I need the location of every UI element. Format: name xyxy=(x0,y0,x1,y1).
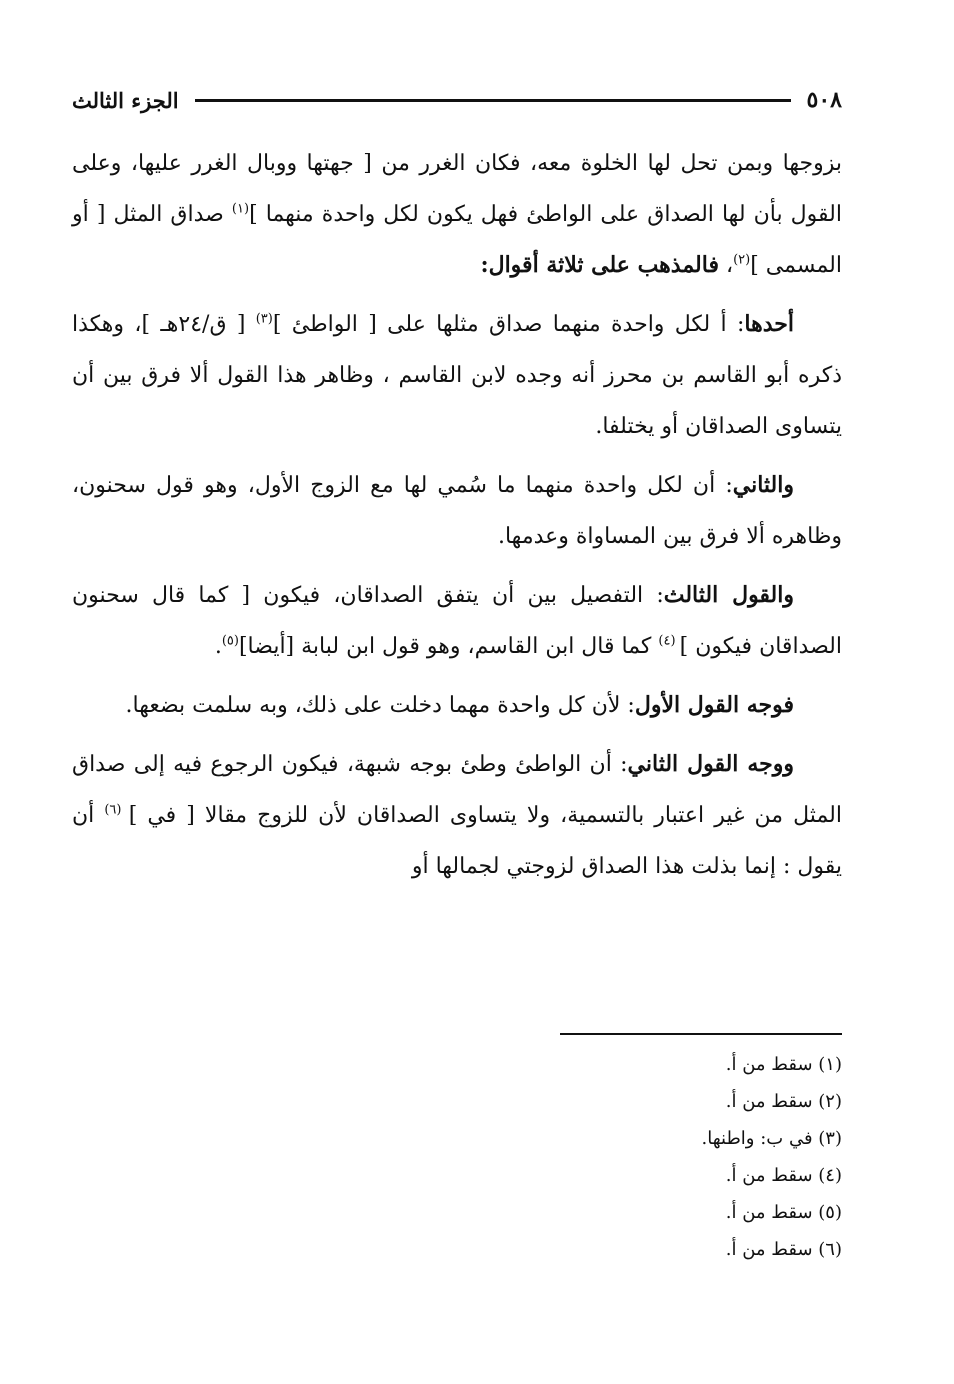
first-opinion-heading: أحدها xyxy=(744,311,794,337)
footnote-ref-4: (٤) xyxy=(658,633,680,649)
paragraph-1 xyxy=(72,138,842,291)
paragraph-first-opinion xyxy=(72,299,842,452)
footnote-3: (٣) في ب: واطنها. xyxy=(701,1128,842,1149)
footnote-4: (٤) سقط من أ. xyxy=(725,1165,842,1186)
third-opinion-text-2: كما قال ابن القاسم، وهو قول ابن لبابة [أيضا] xyxy=(238,634,659,659)
paragraph-1-text-3: ، xyxy=(718,253,734,278)
footnote-rule xyxy=(560,1033,842,1035)
second-reasoning-text-2: أن يقول : إنما بذلت هذا الصداق لزوجتي لجمالها أو xyxy=(72,803,842,879)
first-opinion-text-2: [ ق/٢٤هـ ]، وهكذا ذكره أبو القاسم بن محرز أنه وجده لابن القاسم ، وظاهر هذا القول ألا فرق بين أن يتساوى الصداقان أو يختلفا. xyxy=(72,312,842,439)
footnote-ref-5: (٥) xyxy=(221,633,239,649)
paragraph-1-text-2: صداق المثل [ أو المسمى ] xyxy=(72,202,842,278)
paragraph-second-reasoning xyxy=(72,739,842,892)
second-opinion-heading: والثاني xyxy=(732,472,794,498)
volume-title: الجزء الثالث xyxy=(72,87,179,113)
paragraph-1-bold: فالمذهب على ثلاثة أقوال: xyxy=(480,252,719,278)
header-rule xyxy=(195,99,791,102)
running-header xyxy=(72,80,842,120)
footnote-ref-6: (٦) xyxy=(104,802,129,818)
footnote-1: (١) سقط من أ. xyxy=(725,1054,842,1075)
first-opinion-text: : أ لكل واحدة منهما صداق مثلها على [ الواطئ ] xyxy=(272,312,745,337)
paragraph-first-reasoning xyxy=(72,680,842,731)
paragraph-third-opinion xyxy=(72,570,842,672)
paragraph-second-opinion xyxy=(72,460,842,562)
second-reasoning-heading: ووجه القول الثاني xyxy=(627,751,794,777)
first-reasoning-text: : لأن كل واحدة مهما دخلت على ذلك، وبه سلمت بضعها. xyxy=(125,693,635,718)
third-opinion-text: : التفصيل بين أن يتفق الصداقان، فيكون [ كما قال سحنون الصداقان فيكون ] xyxy=(72,583,842,659)
footnote-ref-3: (٣) xyxy=(255,311,273,327)
footnote-2: (٢) سقط من أ. xyxy=(725,1091,842,1112)
page-number: ٥٠٨ xyxy=(806,87,842,113)
second-reasoning-text: : أن الواطئ وطئ بوجه شبهة، فيكون الرجوع فيه إلى صداق المثل من غير اعتبار بالتسمية، ولا يتساوى الصداقان لأن للزوج مقالا [ في ] xyxy=(72,752,842,828)
body-text xyxy=(72,138,842,900)
footnote-ref-2: (٢) xyxy=(733,252,751,268)
third-opinion-heading: والقول الثالث xyxy=(663,582,794,608)
first-reasoning-heading: فوجه القول الأول xyxy=(634,692,794,718)
footnote-6: (٦) سقط من أ. xyxy=(725,1239,842,1260)
footnote-5: (٥) سقط من أ. xyxy=(725,1202,842,1223)
third-opinion-text-3: . xyxy=(214,634,222,659)
paragraph-1-text: بزوجها وبمن تحل لها الخلوة معه، فكان الغرر من [ جهتها ووبال الغرر عليها، وعلى القول بأن لها الصداق على الواطئ فهل يكون لكل واحدة منهما ] xyxy=(72,151,842,227)
footnote-ref-1: (١) xyxy=(231,201,250,217)
second-opinion-text: : أن لكل واحدة منهما ما سُمي لها مع الزوج الأول، وهو قول سحنون، وظاهره ألا فرق بين المساواة وعدمها. xyxy=(72,473,842,549)
footnotes xyxy=(442,1046,842,1268)
